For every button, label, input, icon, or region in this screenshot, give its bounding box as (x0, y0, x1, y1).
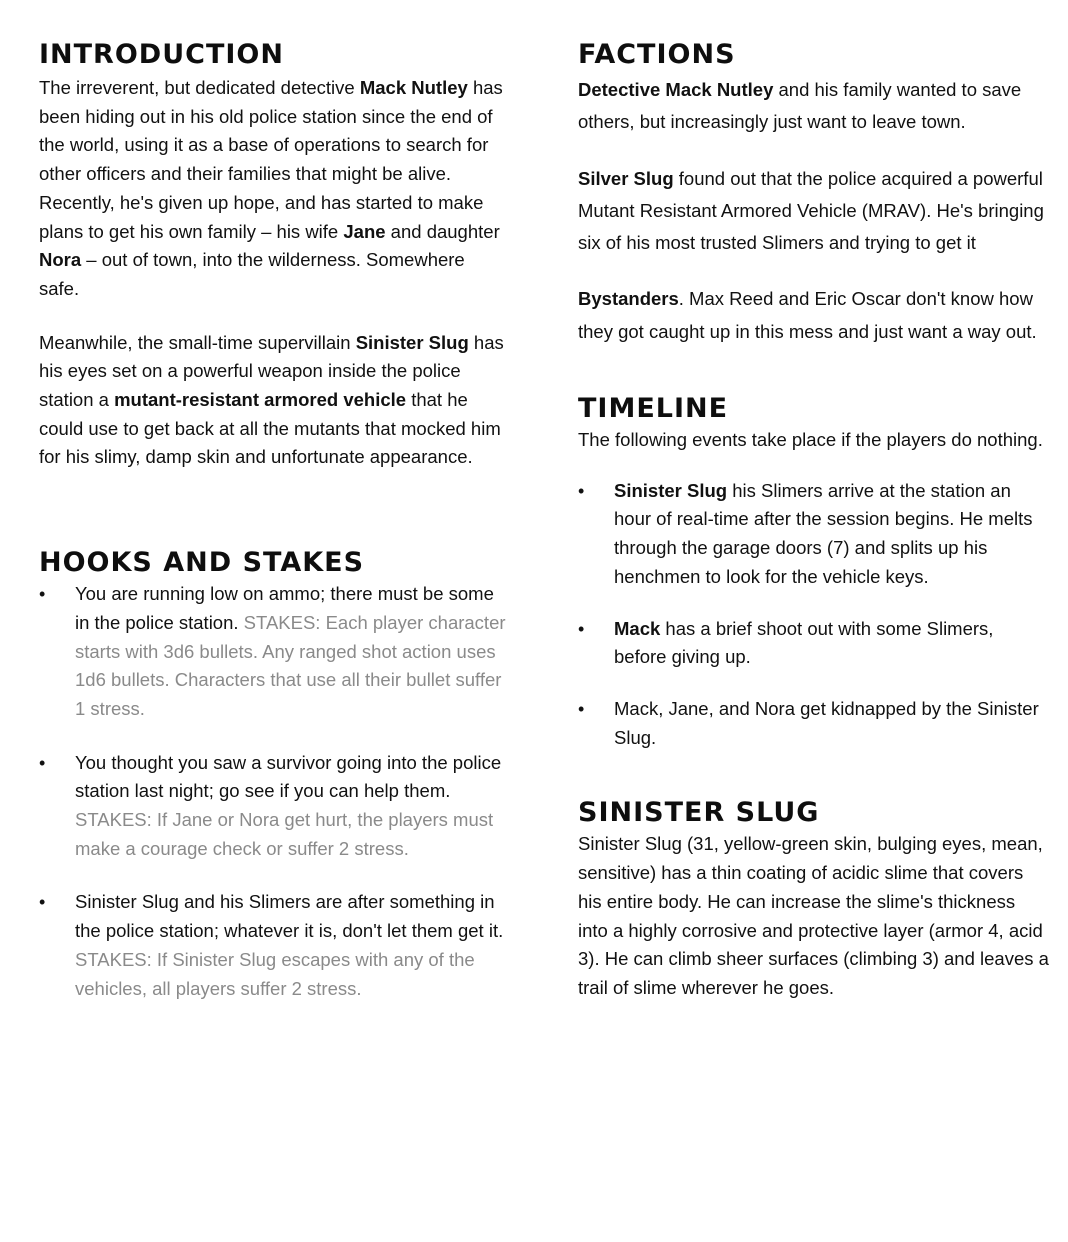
bold-text-run: Detective Mack Nutley (578, 79, 774, 100)
timeline-heading: TIMELINE (578, 393, 729, 425)
timeline-item-text (614, 698, 1039, 748)
hook-item (39, 749, 507, 864)
text-run: . Max Reed and Eric Oscar don't know how they got caught up in this mess and just want a way out. (578, 288, 1037, 342)
timeline-item (578, 477, 1050, 592)
text-run: has been hiding out in his old police station since the end of the world, using it as a base of operations to search for other officers and their families that might be alive. Recently, he's given up hope, and has started to make plans to get his own family – his wife (39, 77, 503, 242)
timeline-item (578, 695, 1050, 752)
hooks-heading: HOOKS AND STAKES (39, 547, 365, 579)
bullet-icon: • (578, 699, 585, 719)
sinister-slug-heading: SINISTER SLUG (578, 797, 820, 829)
text-run: and his family wanted to save others, but increasingly just want to leave town. (578, 79, 1022, 133)
introduction-heading: INTRODUCTION (39, 39, 284, 70)
text-run: The irreverent, but dedicated detective (39, 77, 360, 98)
text-run: and daughter (385, 220, 500, 242)
bold-text-run: Jane (343, 220, 386, 242)
text-run: Meanwhile, the small-time supervillain (39, 331, 356, 353)
text-run: has his eyes set on a powerful weapon inside the police station a (39, 331, 504, 411)
text-run: – out of town, into the wilderness. Somewhere safe. (39, 249, 465, 299)
bold-text-run: mutant-resistant armored vehicle (114, 389, 407, 411)
timeline-list (578, 477, 1050, 753)
bold-text-run: Silver Slug (578, 167, 674, 189)
bold-text-run: Mack (614, 617, 661, 639)
hook-stakes: STAKES: If Jane or Nora get hurt, the players must make a courage check or suffer 2 stress. (75, 809, 494, 859)
factions-heading: FACTIONS (578, 39, 736, 70)
faction-mack (578, 74, 1050, 139)
hook-stakes: STAKES: Each player character starts with 3d6 bullets. Any ranged shot action uses 1d6 bullets. Characters that use all their bullet suffer 1 stress. (75, 611, 506, 719)
faction-bystanders (578, 283, 1050, 348)
timeline-item-text (614, 618, 993, 668)
text-run: found out that the police acquired a powerful Mutant Resistant Armored Vehicle (MRAV). He's bringing six of his most trusted Slimers and trying to get it (578, 167, 1044, 254)
hook-item (39, 888, 507, 1003)
introduction-paragraph-2 (39, 329, 507, 473)
timeline-item-text (614, 480, 1033, 587)
hook-item (39, 580, 507, 724)
hook-text: You are running low on ammo; there must be some in the police station. (75, 583, 494, 633)
right-column (578, 38, 1050, 1003)
bold-text-run: Mack Nutley (359, 77, 468, 98)
bold-text-run: Bystanders (578, 288, 679, 310)
bullet-icon: • (578, 618, 585, 639)
bold-text-run: Sinister Slug (355, 331, 469, 353)
timeline-intro: The following events take place if the players do nothing. (578, 429, 1043, 451)
sinister-slug-description: Sinister Slug (31, yellow-green skin, bulging eyes, mean, sensitive) has a thin coating of acidic slime that covers his entire body. He can increase the slime's thickness into a highly corrosive and protective layer (armor 4, acid 3). He can climb sheer surfaces (climbing 3) and leaves a trail of slime wherever he goes. (578, 833, 1049, 998)
hook-stakes: STAKES: If Sinister Slug escapes with any of the vehicles, all players suffer 2 stress. (75, 948, 475, 999)
timeline-item (578, 615, 1050, 672)
hook-text: You thought you saw a survivor going into the police station last night; go see if you can help them. (75, 751, 502, 802)
text-run: Mack, Jane, and Nora get kidnapped by the Sinister Slug. (614, 698, 1039, 748)
introduction-paragraph-1 (39, 74, 507, 304)
bold-text-run: Sinister Slug (614, 479, 728, 501)
bullet-icon: • (39, 892, 46, 913)
text-run: that he could use to get back at all the mutants that mocked him for his slimy, damp skin and unfortunate appearance. (39, 389, 501, 468)
left-column (39, 38, 507, 1003)
bullet-icon: • (39, 584, 46, 605)
faction-silver-slug (578, 163, 1050, 260)
text-run: has a brief shoot out with some Slimers, before giving up. (614, 617, 994, 668)
hook-text: Sinister Slug and his Slimers are after something in the police station; whatever it is, don't let them get it. (75, 891, 504, 942)
text-run: his Slimers arrive at the station an hour of real-time after the session begins. He melts through the garage doors (7) and splits up his henchmen to look for the vehicle keys. (614, 479, 1033, 587)
bold-text-run: Nora (39, 249, 82, 271)
bullet-icon: • (39, 752, 46, 773)
bullet-icon: • (578, 480, 585, 501)
hooks-list (39, 580, 507, 1003)
